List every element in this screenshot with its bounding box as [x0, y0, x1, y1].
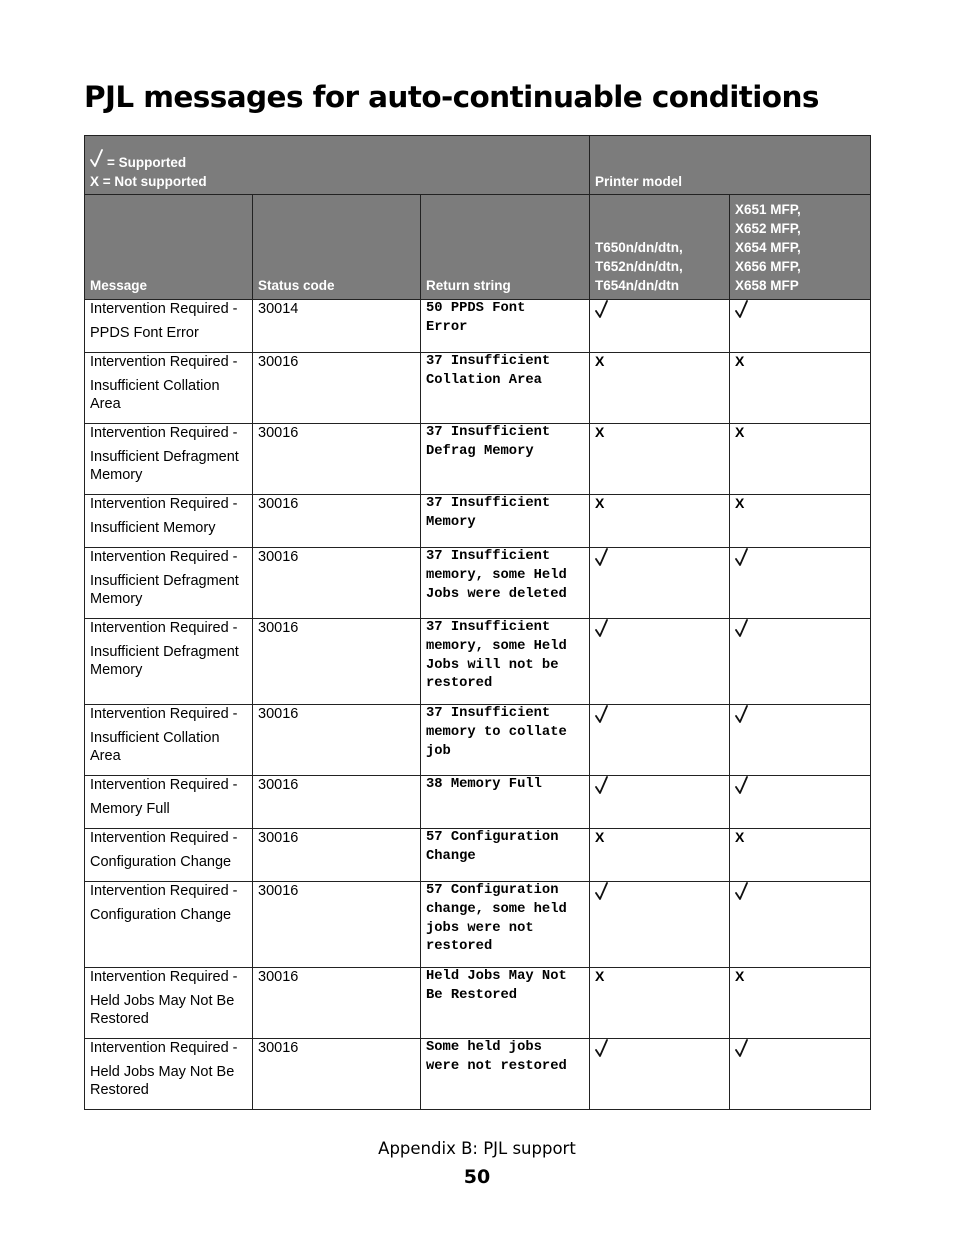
model-x651-support-cell: [730, 619, 871, 705]
check-icon: [595, 776, 609, 796]
table-row: [85, 495, 871, 548]
message-cell: [85, 548, 253, 619]
check-icon: [595, 882, 609, 902]
header-model-x651-line: X654 MFP,: [735, 240, 801, 255]
message-line: Intervention Required -: [90, 549, 238, 565]
model-t650-support-cell: [590, 1039, 730, 1110]
status-code-cell: 30016: [253, 705, 421, 776]
status-code-cell: 30016: [253, 548, 421, 619]
not-supported-mark: X: [595, 829, 605, 845]
message-cell: [85, 300, 253, 353]
header-return-string: Return string: [421, 195, 590, 300]
table-row: [85, 300, 871, 353]
message-line: Intervention Required -: [90, 301, 238, 317]
model-x651-support-cell: [730, 882, 871, 968]
status-code-cell: 30016: [253, 424, 421, 495]
status-code-cell: 30016: [253, 495, 421, 548]
not-supported-mark: X: [735, 829, 745, 845]
check-icon: [735, 1039, 749, 1059]
model-x651-support-cell: [730, 968, 871, 1039]
check-icon: [735, 548, 749, 568]
not-supported-mark: X: [735, 424, 745, 440]
return-string-line: Some held jobs: [426, 1040, 542, 1055]
header-model-x651-line: X651 MFP,: [735, 202, 801, 217]
return-string-line: 38 Memory Full: [426, 777, 542, 792]
message-detail: Insufficient Memory: [90, 520, 216, 536]
model-t650-support-cell: [590, 829, 730, 882]
legend-header-row: [85, 136, 871, 195]
return-string-cell: [421, 300, 590, 353]
return-string-cell: [421, 776, 590, 829]
model-x651-support-cell: [730, 829, 871, 882]
header-status-code: Status code: [253, 195, 421, 300]
header-message: Message: [85, 195, 253, 300]
legend-not-supported: X = Not supported: [90, 174, 207, 189]
model-x651-support-cell: [730, 495, 871, 548]
message-line: Intervention Required -: [90, 354, 238, 370]
model-t650-support-cell: [590, 424, 730, 495]
status-code-cell: 30016: [253, 619, 421, 705]
message-cell: [85, 619, 253, 705]
message-detail: Held Jobs May Not Be Restored: [90, 1064, 235, 1098]
message-line: Intervention Required -: [90, 706, 238, 722]
message-cell: [85, 882, 253, 968]
not-supported-mark: X: [735, 968, 745, 984]
legend-cell: [85, 136, 590, 195]
return-string-cell: [421, 353, 590, 424]
return-string-cell: [421, 829, 590, 882]
message-cell: [85, 829, 253, 882]
message-cell: [85, 1039, 253, 1110]
status-code-cell: 30016: [253, 1039, 421, 1110]
return-string-cell: [421, 619, 590, 705]
return-string-cell: [421, 882, 590, 968]
return-string-line: restored: [426, 939, 493, 955]
return-string-line: 37 Insufficient: [426, 706, 551, 721]
message-cell: [85, 776, 253, 829]
message-line: Intervention Required -: [90, 425, 238, 441]
return-string-line: 50 PPDS Font: [426, 301, 526, 316]
message-line: Intervention Required -: [90, 496, 238, 512]
return-string-cell: [421, 1039, 590, 1110]
status-code-cell: 30014: [253, 300, 421, 353]
message-detail: Held Jobs May Not Be Restored: [90, 993, 235, 1027]
message-line: Intervention Required -: [90, 883, 238, 899]
model-t650-support-cell: [590, 619, 730, 705]
table-row: [85, 829, 871, 882]
page-title: PJL messages for auto-continuable conditions: [84, 80, 819, 114]
message-cell: [85, 424, 253, 495]
return-string-line: Defrag Memory: [426, 443, 534, 459]
message-cell: [85, 353, 253, 424]
table-row: [85, 548, 871, 619]
not-supported-mark: X: [595, 424, 605, 440]
model-t650-support-cell: [590, 705, 730, 776]
message-detail: PPDS Font Error: [90, 325, 199, 341]
message-line: Intervention Required -: [90, 777, 238, 793]
table-row: [85, 353, 871, 424]
check-icon: [735, 300, 749, 320]
message-line: Intervention Required -: [90, 620, 238, 636]
model-x651-support-cell: [730, 353, 871, 424]
return-string-line: Error: [426, 319, 468, 335]
model-x651-support-cell: [730, 776, 871, 829]
return-string-line: Collation Area: [426, 372, 542, 388]
return-string-cell: [421, 548, 590, 619]
return-string-cell: [421, 705, 590, 776]
check-icon: [595, 300, 609, 320]
status-code-cell: 30016: [253, 882, 421, 968]
table-row: [85, 882, 871, 968]
return-string-line: Jobs were deleted: [426, 586, 567, 602]
return-string-line: 37 Insufficient: [426, 496, 551, 511]
check-icon: [735, 882, 749, 902]
model-t650-support-cell: [590, 548, 730, 619]
return-string-line: 57 Configuration: [426, 883, 559, 898]
header-model-x651: [730, 195, 871, 300]
page-number: 50: [463, 1166, 491, 1188]
model-t650-support-cell: [590, 968, 730, 1039]
message-detail: Memory Full: [90, 801, 170, 817]
header-model-t650: [590, 195, 730, 300]
table-row: [85, 968, 871, 1039]
model-x651-support-cell: [730, 300, 871, 353]
return-string-line: change, some held: [426, 901, 567, 917]
check-icon: [595, 1039, 609, 1059]
return-string-cell: [421, 424, 590, 495]
return-string-line: memory, some Held: [426, 567, 567, 583]
not-supported-mark: X: [595, 495, 605, 511]
check-icon: [90, 149, 104, 169]
header-model-t650-line: T650n/dn/dtn,: [595, 240, 683, 255]
header-model-x651-line: X656 MFP,: [735, 259, 801, 274]
return-string-line: job: [426, 743, 451, 759]
header-model-x651-line: X658 MFP: [735, 278, 799, 293]
not-supported-mark: X: [595, 353, 605, 369]
table-row: [85, 424, 871, 495]
model-t650-support-cell: [590, 776, 730, 829]
return-string-line: Change: [426, 848, 476, 864]
status-code-cell: 30016: [253, 968, 421, 1039]
header-model-x651-line: X652 MFP,: [735, 221, 801, 236]
return-string-line: 37 Insufficient: [426, 425, 551, 440]
table-row: [85, 776, 871, 829]
footer-section-title: Appendix B: PJL support: [378, 1139, 576, 1158]
message-cell: [85, 495, 253, 548]
model-t650-support-cell: [590, 300, 730, 353]
return-string-line: jobs were not: [426, 920, 534, 936]
model-x651-support-cell: [730, 1039, 871, 1110]
status-code-cell: 30016: [253, 353, 421, 424]
legend-supported-label: = Supported: [107, 155, 187, 170]
return-string-line: 37 Insufficient: [426, 549, 551, 564]
return-string-line: Be Restored: [426, 987, 518, 1003]
return-string-line: Held Jobs May Not: [426, 969, 567, 984]
legend-supported: [90, 149, 584, 172]
header-model-t650-line: T652n/dn/dtn,: [595, 259, 683, 274]
message-detail: Insufficient Collation Area: [90, 378, 220, 412]
model-t650-support-cell: [590, 353, 730, 424]
message-line: Intervention Required -: [90, 830, 238, 846]
return-string-line: 37 Insufficient: [426, 354, 551, 369]
return-string-line: 37 Insufficient: [426, 620, 551, 635]
check-icon: [595, 619, 609, 639]
check-icon: [595, 548, 609, 568]
message-detail: Insufficient Defragment Memory: [90, 449, 239, 483]
table-row: [85, 619, 871, 705]
return-string-line: 57 Configuration: [426, 830, 559, 845]
model-t650-support-cell: [590, 882, 730, 968]
message-detail: Insufficient Defragment Memory: [90, 573, 239, 607]
not-supported-mark: X: [735, 353, 745, 369]
check-icon: [735, 619, 749, 639]
message-cell: [85, 705, 253, 776]
check-icon: [735, 776, 749, 796]
message-detail: Insufficient Collation Area: [90, 730, 220, 764]
message-line: Intervention Required -: [90, 969, 238, 985]
model-x651-support-cell: [730, 705, 871, 776]
not-supported-mark: X: [735, 495, 745, 511]
model-x651-support-cell: [730, 424, 871, 495]
return-string-line: memory, some Held: [426, 638, 567, 654]
status-code-cell: 30016: [253, 829, 421, 882]
check-icon: [735, 705, 749, 725]
pjl-messages-table: [84, 135, 871, 1110]
model-x651-support-cell: [730, 548, 871, 619]
table-row: [85, 1039, 871, 1110]
message-detail: Insufficient Defragment Memory: [90, 644, 239, 678]
message-detail: Configuration Change: [90, 854, 232, 870]
message-detail: Configuration Change: [90, 907, 232, 923]
return-string-line: were not restored: [426, 1058, 567, 1074]
return-string-line: Jobs will not be: [426, 657, 559, 673]
check-icon: [595, 705, 609, 725]
table-body: [85, 300, 871, 1110]
column-header-row: [85, 195, 871, 300]
model-t650-support-cell: [590, 495, 730, 548]
return-string-line: memory to collate: [426, 724, 567, 740]
not-supported-mark: X: [595, 968, 605, 984]
return-string-cell: [421, 968, 590, 1039]
header-model-t650-line: T654n/dn/dtn: [595, 278, 679, 293]
message-cell: [85, 968, 253, 1039]
return-string-cell: [421, 495, 590, 548]
status-code-cell: 30016: [253, 776, 421, 829]
table-row: [85, 705, 871, 776]
printer-model-header: Printer model: [590, 136, 871, 195]
message-line: Intervention Required -: [90, 1040, 238, 1056]
return-string-line: Memory: [426, 514, 476, 530]
return-string-line: restored: [426, 676, 493, 692]
